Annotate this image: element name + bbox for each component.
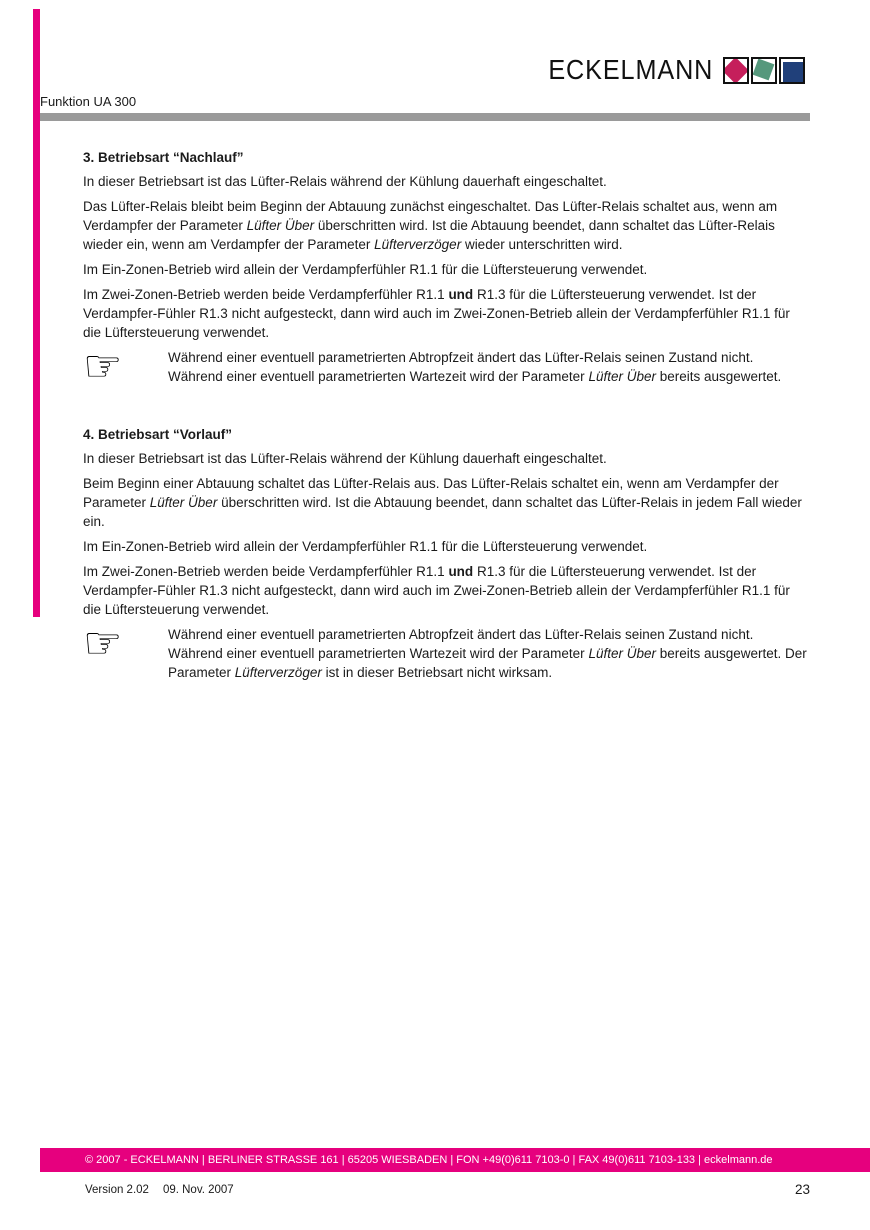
section-paragraphs	[83, 172, 809, 342]
text-run: In dieser Betriebsart ist das Lüfter-Relais während der Kühlung dauerhaft eingeschaltet.	[83, 174, 607, 189]
paragraph	[83, 260, 809, 279]
section-heading: 3. Betriebsart “Nachlauf”	[83, 150, 244, 165]
green-square-icon	[753, 58, 775, 80]
pointing-hand-icon: ☞	[83, 342, 123, 391]
pointing-hand-icon: ☞	[83, 619, 123, 668]
text-run: überschritten wird. Ist die Abtauung beendet, dann schaltet das Lüfter-Relais wieder ein, wenn am Verdampfer der Parameter	[83, 218, 775, 252]
text-run: ist in dieser Betriebsart nicht wirksam.	[321, 665, 553, 680]
text-run: Lüfter Über	[588, 646, 656, 661]
text-run: Im Zwei-Zonen-Betrieb werden beide Verdampferfühler R1.1	[83, 564, 449, 579]
page-header-title: Funktion UA 300	[40, 94, 137, 109]
text-run: In dieser Betriebsart ist das Lüfter-Relais während der Kühlung dauerhaft eingeschaltet.	[83, 451, 607, 466]
text-run: überschritten wird. Ist die Abtauung beendet, dann schaltet das Lüfter-Relais in jedem Fall wieder ein.	[83, 495, 802, 529]
text-run: R1.3 für die Lüftersteuerung verwendet. Ist der Verdampfer-Fühler R1.3 nicht aufgesteckt, dann wird auch im Zwei-Zonen-Betrieb allein der Verdampferfühler R1.1 für die Lüftersteuerung verwendet.	[83, 564, 790, 617]
text-run: Lüfter Über	[246, 218, 315, 233]
text-run: Das Lüfter-Relais bleibt beim Beginn der Abtauung zunächst eingeschaltet. Das Lüfter-Relais schaltet aus, wenn am Verdampfer der Parameter	[83, 199, 778, 233]
note-text	[168, 625, 809, 685]
text-run: Im Zwei-Zonen-Betrieb werden beide Verdampferfühler R1.1	[83, 287, 449, 302]
logo-square-green	[751, 57, 777, 84]
text-run: Während einer eventuell parametrierten Abtropfzeit ändert das Lüfter-Relais seinen Zustand nicht. Während einer eventuell parametrierten Wartezeit wird der Parameter	[168, 350, 754, 384]
logo-square-blue	[779, 57, 805, 84]
footer-address-text: © 2007 - ECKELMANN | BERLINER STRASSE 161 | 65205 WIESBADEN | FON +49(0)611 7103-0 | FAX 49(0)611 7103-133 | eckelmann.de	[85, 1154, 773, 1166]
note-block	[83, 342, 809, 408]
text-run: und	[448, 564, 474, 579]
section-paragraphs	[83, 449, 809, 619]
page-number: 23	[794, 1182, 810, 1197]
paragraph	[83, 172, 809, 191]
magenta-diamond-icon	[723, 57, 749, 84]
version-label: Version 2.02	[85, 1184, 149, 1196]
text-run: bereits ausgewertet. Der Parameter	[168, 646, 807, 680]
paragraph	[83, 285, 809, 342]
blue-square-icon	[783, 62, 803, 82]
section-nachlauf	[83, 148, 809, 408]
text-run: Im Ein-Zonen-Betrieb wird allein der Verdampferfühler R1.1 für die Lüftersteuerung verwendet.	[83, 262, 648, 277]
text-run: Lüfter Über	[588, 369, 656, 384]
paragraph	[83, 562, 809, 619]
paragraph	[83, 537, 809, 556]
eckelmann-logo	[530, 56, 805, 84]
paragraph	[83, 197, 809, 254]
text-run: Während einer eventuell parametrierten Abtropfzeit ändert das Lüfter-Relais seinen Zustand nicht. Während einer eventuell parametrierten Wartezeit wird der Parameter	[168, 627, 754, 661]
paragraph	[83, 449, 809, 468]
revision-date: 09. Nov. 2007	[162, 1184, 234, 1196]
text-run: Lüfter Über	[149, 495, 218, 510]
note-block	[83, 619, 809, 685]
paragraph	[83, 474, 809, 531]
note-text	[168, 348, 809, 408]
text-run: R1.3 für die Lüftersteuerung verwendet. Ist der Verdampfer-Fühler R1.3 nicht aufgesteckt, dann wird auch im Zwei-Zonen-Betrieb allein der Verdampferfühler R1.1 für die Lüftersteuerung verwendet.	[83, 287, 790, 340]
text-run: Lüfterverzöger	[374, 237, 462, 252]
text-run: bereits ausgewertet.	[655, 369, 782, 384]
text-run: Beim Beginn einer Abtauung schaltet das Lüfter-Relais aus. Das Lüfter-Relais schaltet ein, wenn am Verdampfer der Parameter	[83, 476, 779, 510]
section-heading: 4. Betriebsart “Vorlauf”	[83, 427, 233, 442]
text-run: Lüfterverzöger	[234, 665, 322, 680]
header-rule	[40, 113, 810, 121]
section-vorlauf	[83, 425, 809, 685]
text-run: Im Ein-Zonen-Betrieb wird allein der Verdampferfühler R1.1 für die Lüftersteuerung verwendet.	[83, 539, 648, 554]
text-run: und	[448, 287, 474, 302]
margin-change-bar	[33, 9, 40, 617]
footer-address-bar	[40, 1148, 870, 1172]
logo-square-magenta	[723, 57, 749, 84]
page-content	[83, 148, 809, 685]
text-run: wieder unterschritten wird.	[461, 237, 623, 252]
logo-wordmark: ECKELMANN	[548, 54, 713, 85]
